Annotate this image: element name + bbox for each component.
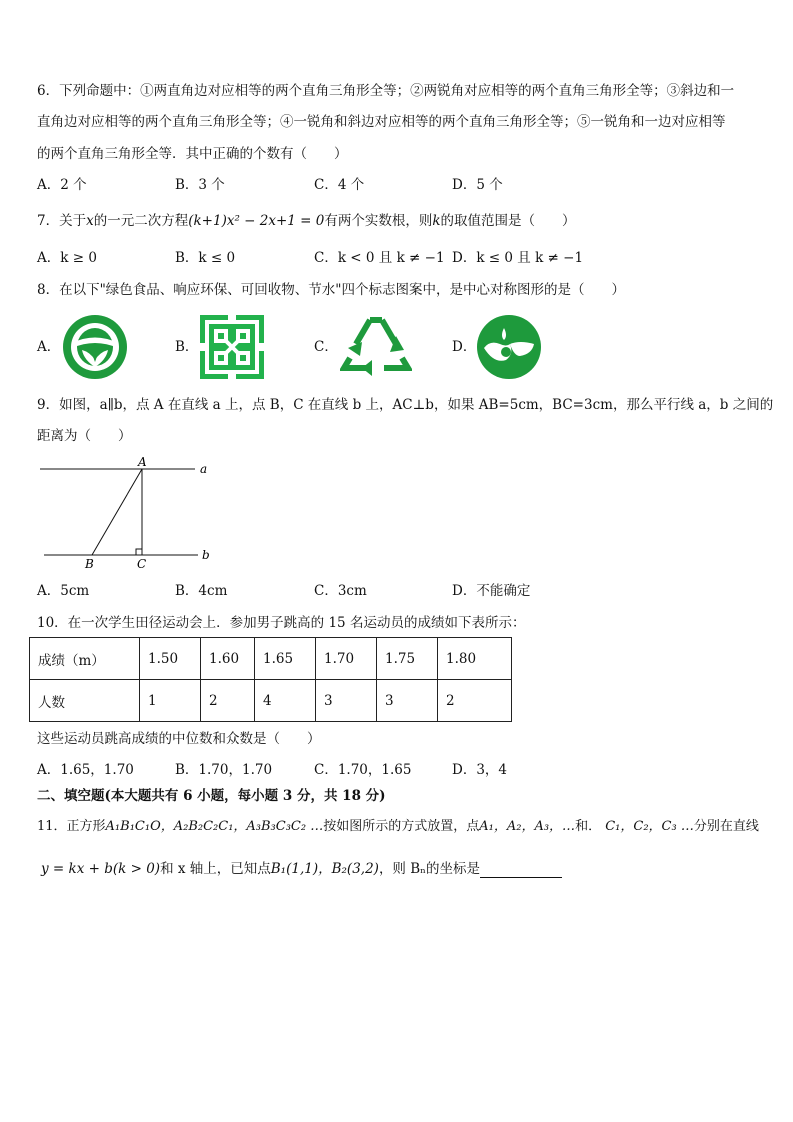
q9-option-d: D．不能确定 [452,583,531,599]
label-point-c: C [137,557,147,571]
table-row [30,680,512,722]
label-line-b: b [202,548,210,562]
q6-option-d: D．5 个 [452,177,503,193]
q11-line2 [41,860,562,878]
q9-line2: 距离为（ ） [37,428,132,444]
q7-option-c: C．k < 0 且 k ≠ −1 [314,250,445,266]
section-title: 二、填空题(本大题共有 6 小题，每小题 3 分，共 18 分) [37,788,386,804]
q11-text-a: 11．正方形 [37,819,106,834]
table-cell: 2 [438,680,512,722]
q8-label-b: B． [175,339,199,355]
table-cell: 1.70 [316,638,377,680]
q10-question: 这些运动员跳高成绩的中位数和众数是（ ） [37,731,321,747]
right-angle-mark [136,549,142,555]
q7-var-x: x [86,213,94,229]
q9-line1: 9．如图，a∥b，点 A 在直线 a 上，点 B，C 在直线 b 上，AC⊥b，如果 AB=5cm，BC=3cm，那么平行线 a，b 之间的 [37,397,774,413]
q11-points-a: A₁，A₂，A₃，… [479,819,576,834]
eco-response-icon [200,315,264,379]
q7-option-a: A．k ≥ 0 [37,250,97,266]
q9-option-a: A．5cm [37,583,90,599]
q11-text-d: 分别在直线 [693,819,759,834]
q8-stem: 8．在以下"绿色食品、响应环保、可回收物、节水"四个标志图案中，是中心对称图形的是（ ） [37,282,626,298]
table-cell: 3 [377,680,438,722]
q7-stem-d: 的取值范围是（ ） [440,213,576,229]
q6-option-c: C．4 个 [314,177,365,193]
q9-figure [30,453,230,573]
q8-label-c: C． [314,339,338,355]
table-cell: 3 [316,680,377,722]
q10-option-b: B．1.70，1.70 [175,762,273,778]
q6-option-b: B．3 个 [175,177,225,193]
table-cell: 4 [255,680,316,722]
q11-line-equation: y = kx + b(k > 0) [41,861,161,877]
table-cell: 成绩（m） [30,638,140,680]
table-cell: 1.80 [438,638,512,680]
q11-squares: A₁B₁C₁O，A₂B₂C₂C₁，A₃B₃C₃C₂ … [105,819,324,834]
q10-stem: 10．在一次学生田径运动会上．参加男子跳高的 15 名运动员的成绩如下表所示： [37,615,526,631]
table-cell: 2 [201,680,255,722]
q10-option-c: C．1.70，1.65 [314,762,412,778]
q6-line1: 6．下列命题中：①两直角边对应相等的两个直角三角形全等；②两锐角对应相等的两个直角三角形全等；③斜边和一 [37,83,735,99]
q10-score-table [29,637,512,722]
q7-equation: (k+1)x² − 2x+1 = 0 [188,213,325,229]
q7-var-k: k [432,213,441,229]
label-point-b: B [85,557,94,571]
q6-line3: 的两个直角三角形全等．其中正确的个数有（ ） [37,146,348,162]
q7-option-b: B．k ≤ 0 [175,250,236,266]
q11-text-f: ，则 Bₙ的坐标是 [378,861,480,877]
q9-option-b: B．4cm [175,583,228,599]
green-food-icon [62,314,128,380]
table-cell: 人数 [30,680,140,722]
q7-stem-a: 7．关于 [37,213,87,229]
q7-stem-b: 的一元二次方程 [93,213,189,229]
recycle-icon [340,312,412,380]
q10-option-a: A．1.65，1.70 [37,762,134,778]
q11-known-points: B₁(1,1)，B₂(3,2) [270,861,379,877]
answer-blank[interactable] [480,863,562,878]
table-cell: 1.75 [377,638,438,680]
q11-line1 [37,818,759,836]
q7-stem [37,212,576,230]
table-cell: 1.60 [201,638,255,680]
table-cell: 1.65 [255,638,316,680]
q11-points-c: C₁，C₂，C₃ … [605,819,694,834]
q11-text-e: 和 x 轴上，已知点 [160,861,271,877]
water-saving-icon [476,314,542,380]
table-row [30,638,512,680]
q10-option-d: D．3，4 [452,762,508,778]
q6-option-a: A．2 个 [37,177,87,193]
segment-ab [92,469,142,555]
label-point-a: A [138,455,147,469]
table-cell: 1.50 [140,638,201,680]
q7-stem-c: 有两个实数根，则 [324,213,433,229]
q8-label-a: A． [37,339,61,355]
q6-line2: 直角边对应相等的两个直角三角形全等；④一锐角和斜边对应相等的两个直角三角形全等；⑤一锐角和一边对应相等 [37,114,726,130]
q11-text-b: 按如图所示的方式放置，点 [323,819,480,834]
table-cell: 1 [140,680,201,722]
q9-option-c: C．3cm [314,583,367,599]
q8-label-d: D． [452,339,477,355]
label-line-a: a [200,462,208,476]
q7-option-d: D．k ≤ 0 且 k ≠ −1 [452,250,584,266]
q11-text-c: 和． [575,819,602,834]
